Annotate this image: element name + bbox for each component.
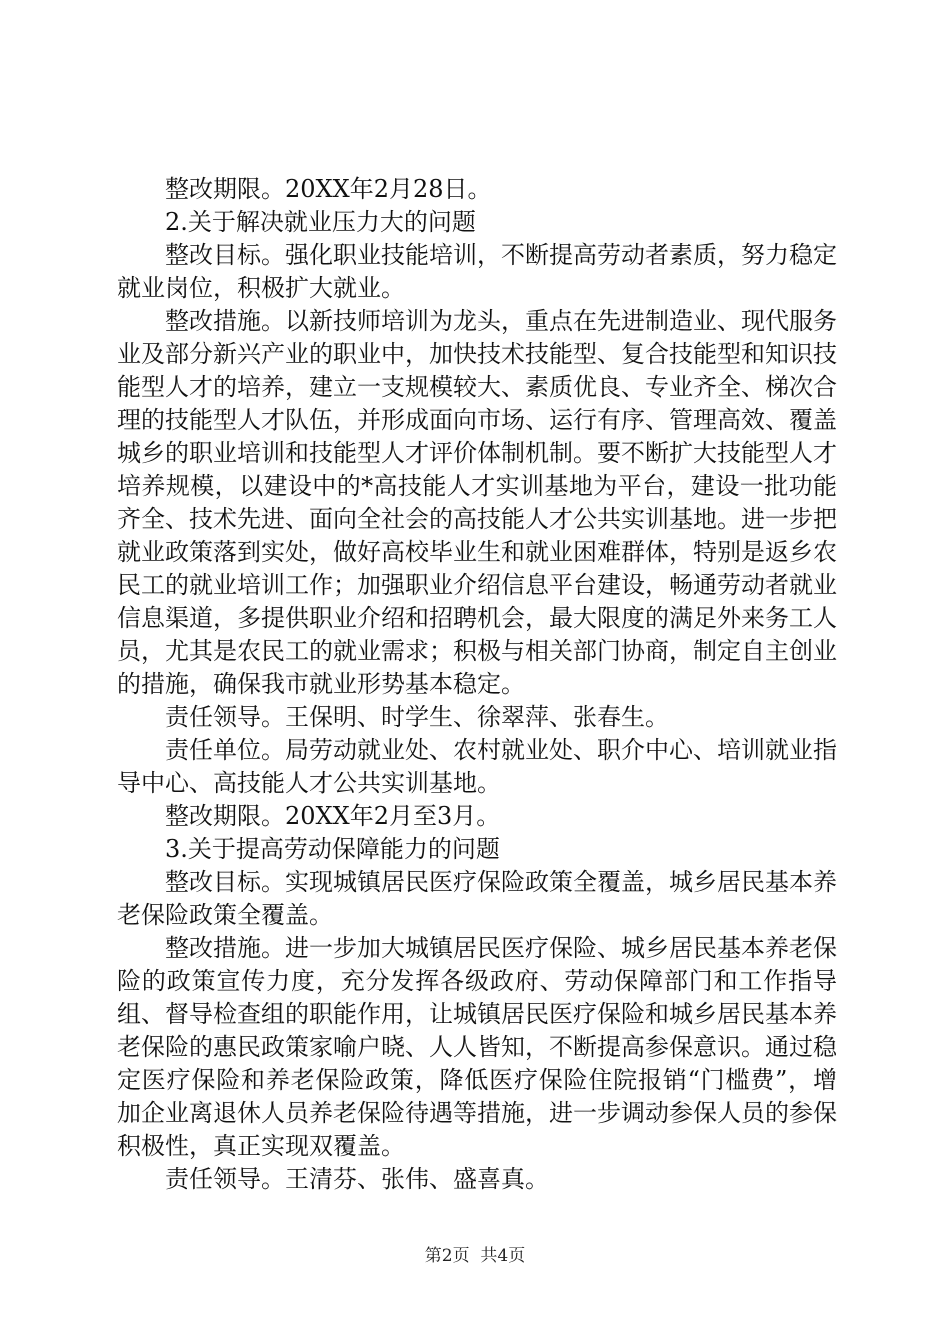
paragraph-goal-3: 整改目标。实现城镇居民医疗保险政策全覆盖，城乡居民基本养老保险政策全覆盖。 bbox=[117, 868, 837, 929]
page-number: 第2页 共4页 bbox=[424, 1246, 526, 1266]
document-body bbox=[117, 173, 837, 1196]
paragraph-units-2: 责任单位。局劳动就业处、农村就业处、职介中心、培训就业指导中心、高技能人才公共实训基地。 bbox=[117, 736, 837, 797]
paragraph-deadline-2: 整改期限。20XX年2月至3月。 bbox=[165, 802, 501, 830]
paragraph-leaders-2: 责任领导。王保明、时学生、徐翠萍、张春生。 bbox=[165, 703, 669, 731]
page-footer bbox=[0, 1245, 950, 1267]
paragraph-measures-3: 整改措施。进一步加大城镇居民医疗保险、城乡居民基本养老保险的政策宣传力度，充分发挥各级政府、劳动保障部门和工作指导组、督导检查组的职能作用，让城镇居民医疗保险和城乡居民基本养老保险的惠民政策家喻户晓、人人皆知，不断提高参保意识。通过稳定医疗保险和养老保险政策，降低医疗保险住院报销“门槛费”，增加企业离退休人员养老保险待遇等措施，进一步调动参保人员的参保积极性，真正实现双覆盖。 bbox=[117, 934, 837, 1160]
paragraph-goal-2: 整改目标。强化职业技能培训，不断提高劳动者素质，努力稳定就业岗位，积极扩大就业。 bbox=[117, 241, 837, 302]
paragraph-measures-2: 整改措施。以新技师培训为龙头，重点在先进制造业、现代服务业及部分新兴产业的职业中，加快技术技能型、复合技能型和知识技能型人才的培养，建立一支规模较大、素质优良、专业齐全、梯次合理的技能型人才队伍，并形成面向市场、运行有序、管理高效、覆盖城乡的职业培训和技能型人才评价体制机制。要不断扩大技能型人才培养规模，以建设中的*高技能人才实训基地为平台，建设一批功能齐全、技术先进、面向全社会的高技能人才公共实训基地。进一步把就业政策落到实处，做好高校毕业生和就业困难群体，特别是返乡农民工的就业培训工作；加强职业介绍信息平台建设，畅通劳动者就业信息渠道，多提供职业介绍和招聘机会，最大限度的满足外来务工人员，尤其是农民工的就业需求；积极与相关部门协商，制定自主创业的措施，确保我市就业形势基本稳定。 bbox=[117, 307, 837, 698]
paragraph-deadline-1: 整改期限。20XX年2月28日。 bbox=[165, 175, 492, 203]
paragraph-leaders-3: 责任领导。王清芬、张伟、盛喜真。 bbox=[165, 1165, 549, 1193]
section-heading-2: 2.关于解决就业压力大的问题 bbox=[165, 208, 476, 236]
section-heading-3: 3.关于提高劳动保障能力的问题 bbox=[165, 835, 500, 863]
